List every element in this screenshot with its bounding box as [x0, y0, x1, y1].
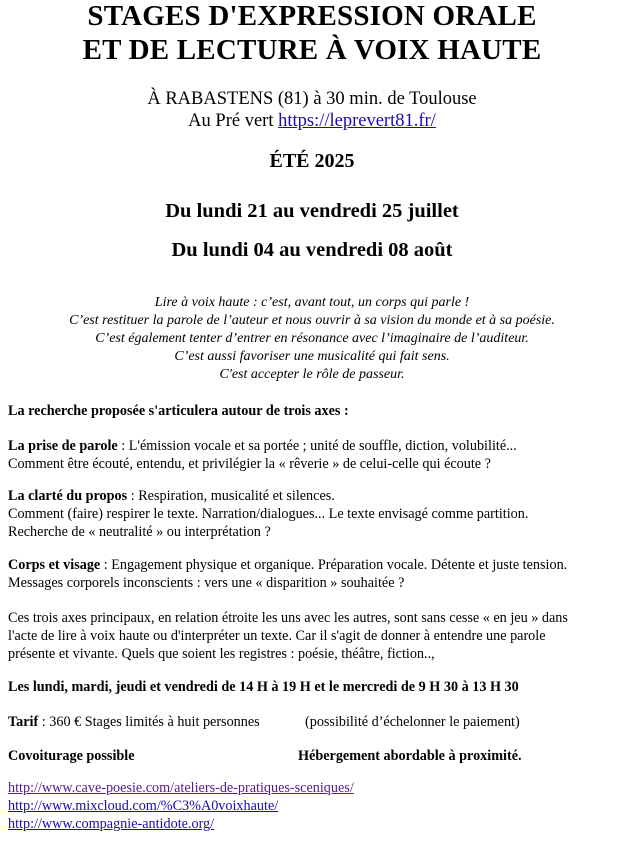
axis-clarte-line-3: Recherche de « neutralité » ou interprétation ?	[8, 524, 271, 540]
tarif-line	[8, 713, 260, 731]
tarif-label: Tarif	[8, 714, 39, 730]
title-line-1: STAGES D'EXPRESSION ORALE	[87, 0, 537, 32]
season-heading: ÉTÉ 2025	[269, 150, 355, 172]
hebergement: Hébergement abordable à proximité.	[298, 748, 522, 764]
quote-line-5: C'est accepter le rôle de passeur.	[219, 367, 405, 382]
venue-line	[0, 110, 624, 132]
axis-corps-line-2: Messages corporels inconscients : vers une « disparition » souhaitée ?	[8, 575, 405, 591]
axis-prise-de-parole-line-2: Comment être écouté, entendu, et privilégier la « rêverie » de celui-celle qui écoute ?	[8, 456, 491, 472]
mixcloud-link[interactable]: http://www.mixcloud.com/%C3%A0voixhaute/	[8, 798, 279, 814]
link-row-3	[8, 815, 214, 833]
axis-heading: La prise de parole	[8, 438, 118, 454]
schedule: Les lundi, mardi, jeudi et vendredi de 14 H à 19 H et le mercredi de 9 H 30 à 13 H 30	[8, 679, 519, 695]
location-line: À RABASTENS (81) à 30 min. de Toulouse	[147, 89, 477, 109]
paragraph-line-3: présente et vivante. Quels que soient les registres : poésie, théâtre, fiction..,	[8, 646, 435, 662]
axis-heading: Corps et visage	[8, 557, 101, 573]
link-row-2	[8, 797, 278, 815]
quote-line-4: C’est aussi favoriser une musicalité qui fait sens.	[174, 349, 450, 364]
quote-line-3: C’est également tenter d’entrer en résonance avec l’imaginaire de l’auditeur.	[95, 331, 529, 346]
cave-poesie-link[interactable]: http://www.cave-poesie.com/ateliers-de-pratiques-sceniques/	[8, 780, 354, 796]
date-session-2: Du lundi 04 au vendredi 08 août	[171, 239, 453, 261]
axis-prise-de-parole	[8, 437, 517, 455]
venue-label: Au Pré vert	[188, 111, 279, 131]
paragraph-line-1: Ces trois axes principaux, en relation étroite les uns avec les autres, sont sans cesse « en jeu » dans	[8, 610, 568, 626]
quote-line-1: Lire à voix haute : c’est, avant tout, un corps qui parle !	[154, 295, 470, 310]
title-line-2: ET DE LECTURE À VOIX HAUTE	[82, 34, 542, 66]
venue-link[interactable]: https://leprevert81.fr/	[278, 111, 436, 131]
axis-corps-et-visage	[8, 556, 567, 574]
axis-text: : Respiration, musicalité et silences.	[127, 488, 335, 504]
axis-text: : Engagement physique et organique. Préparation vocale. Détente et juste tension.	[100, 557, 568, 573]
link-row-1	[8, 779, 354, 797]
quote-line-2: C’est restituer la parole de l’auteur et nous ouvrir à sa vision du monde et à sa poésie.	[69, 313, 555, 328]
date-session-1: Du lundi 21 au vendredi 25 juillet	[165, 200, 459, 222]
axis-clarte-line-2: Comment (faire) respirer le texte. Narration/dialogues... Le texte envisagé comme partition.	[8, 506, 529, 522]
axis-heading: La clarté du propos	[8, 488, 128, 504]
axis-text: : L'émission vocale et sa portée ; unité de souffle, diction, volubilité...	[117, 438, 517, 454]
tarif-value: : 360 € Stages limités à huit personnes	[38, 714, 260, 730]
tarif-note: (possibilité d’échelonner le paiement)	[305, 714, 520, 730]
compagnie-antidote-link[interactable]: http://www.compagnie-antidote.org/	[8, 816, 215, 832]
axes-intro: La recherche proposée s'articulera autour de trois axes :	[8, 403, 349, 419]
paragraph-line-2: l'acte de lire à voix haute ou d'interpréter un texte. Car il s'agit de donner à entendre une parole	[8, 628, 546, 644]
covoiturage: Covoiturage possible	[8, 748, 135, 764]
axis-clarte-du-propos	[8, 487, 335, 505]
